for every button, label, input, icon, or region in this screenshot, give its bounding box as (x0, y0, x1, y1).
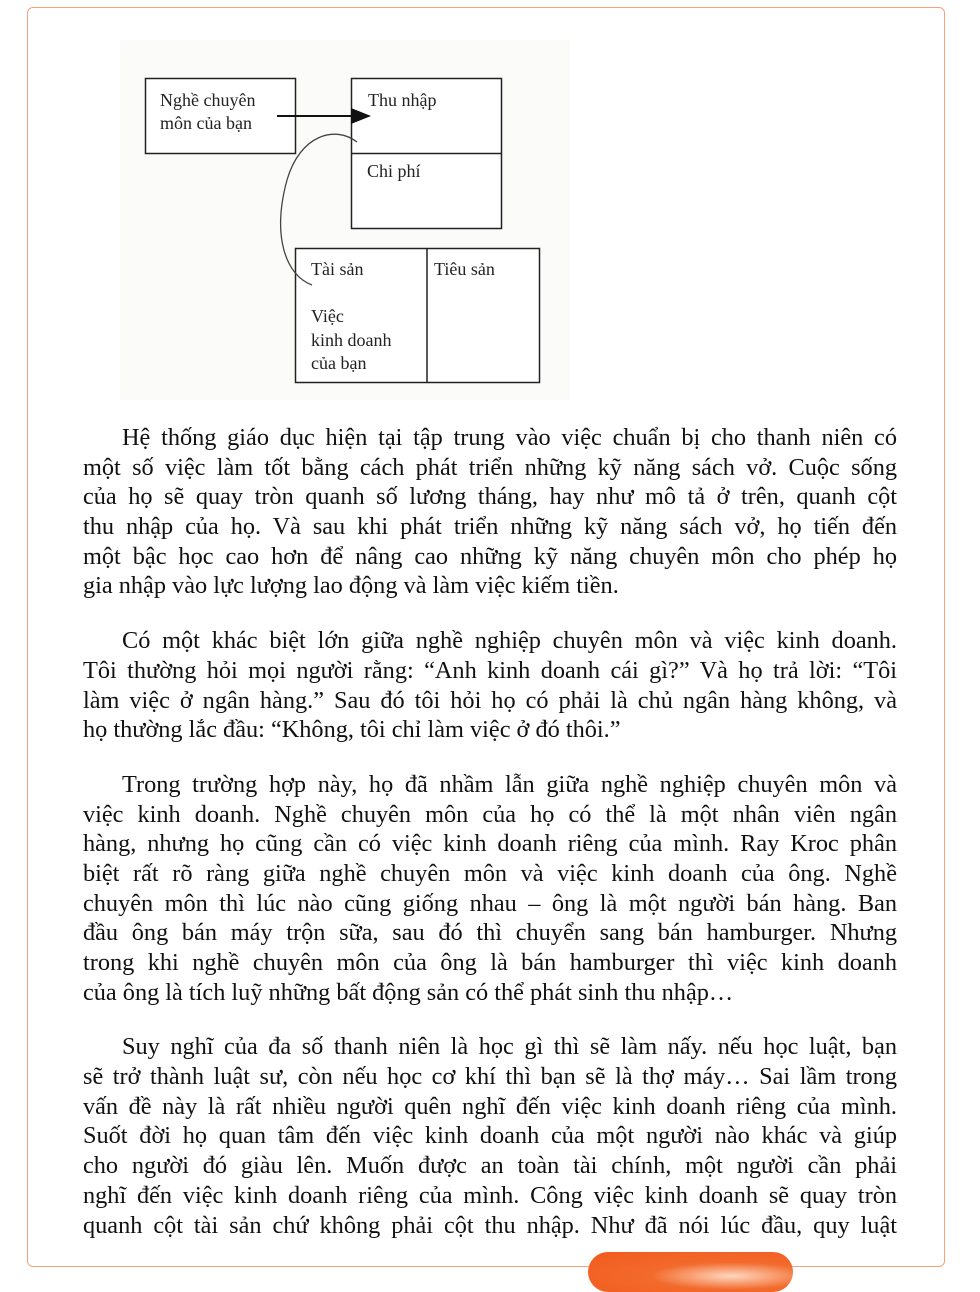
text-line: của họ sẽ quay tròn quanh số lương tháng, hay như mô tả ở trên, quanh cột (83, 483, 897, 511)
income-statement-diagram (120, 40, 570, 400)
income-label: Thu nhập (368, 90, 437, 110)
text-line: làm việc ở ngân hàng.” Sau đó tôi hỏi họ có phải là chủ ngân hàng không, và (83, 686, 897, 714)
text-line: hàng, nhưng họ cũng cần có việc kinh doanh riêng của mình. Ray Kroc phân (83, 830, 897, 858)
profession-label-2: môn của bạn (160, 113, 252, 133)
text-line: Suy nghĩ của đa số thanh niên là học gì thì sẽ làm nấy. nếu học luật, bạn (122, 1033, 897, 1061)
body-text (83, 423, 897, 1265)
text-line: vấn đề này là rất nhiều người quên nghĩ đến việc kinh doanh riêng của mình. (83, 1092, 897, 1120)
text-line: thu nhập của họ. Và sau khi phát triển những kỹ năng sách vở, họ tiến đến (83, 513, 897, 541)
assets-label: Tài sản (311, 259, 364, 279)
text-line: đầu ông bán máy trộn sữa, sau đó thì chuyển sang bán hamburger. Nhưng (83, 919, 897, 947)
text-line: Trong trường hợp này, họ đã nhầm lẫn giữa nghề nghiệp chuyên môn và (122, 770, 897, 798)
business-label-1: Việc (311, 306, 344, 326)
paragraph (83, 770, 897, 1008)
text-line: cho người đó giàu lên. Muốn được an toàn tài chính, một người cần phải (83, 1152, 897, 1180)
text-line: họ thường lắc đầu: “Không, tôi chỉ làm việc ở đó thôi.” (83, 716, 621, 744)
paragraph (83, 626, 897, 745)
text-line: Có một khác biệt lớn giữa nghề nghiệp chuyên môn và việc kinh doanh. (122, 627, 897, 655)
text-line: quanh cột tài sản chứ không phải cột thu nhập. Như đã nói lúc đầu, quy luật (83, 1211, 897, 1239)
text-line: Tôi thường hỏi mọi người rằng: “Anh kinh doanh cái gì?” Và họ trả lời: “Tôi (83, 656, 897, 684)
text-line: của ông là tích luỹ những bất động sản có thể phát sinh thu nhập… (83, 978, 734, 1006)
paragraph (83, 423, 897, 601)
text-line: một bậc học cao hơn để nâng cao những kỹ năng chuyên môn cho phép họ (83, 542, 897, 570)
text-line: sẽ trở thành luật sư, còn nếu học cơ khí thì bạn sẽ là thợ máy… Sai lầm trong (83, 1063, 897, 1091)
continue-button[interactable] (588, 1252, 793, 1292)
business-label-3: của bạn (311, 353, 367, 373)
profession-label-1: Nghề chuyên (160, 90, 256, 110)
text-line: nghĩ đến việc kinh doanh riêng của mình. Công việc kinh doanh sẽ quay tròn (83, 1181, 897, 1209)
text-line: trong khi nghề chuyên môn của ông là bán hamburger thì việc kinh doanh (83, 949, 897, 976)
liabilities-label: Tiêu sản (434, 259, 495, 279)
business-label-2: kinh doanh (311, 330, 392, 350)
text-line: Suốt đời họ quan tâm đến việc kinh doanh của một người nào khác và giúp (83, 1122, 897, 1150)
text-line: gia nhập vào lực lượng lao động và làm việc kiếm tiền. (83, 572, 619, 600)
text-line: chuyên môn thì lúc nào cũng giống nhau – ông là một người bán hàng. Ban (83, 889, 897, 917)
text-line: Hệ thống giáo dục hiện tại tập trung vào việc chuẩn bị cho thanh niên có (122, 424, 897, 451)
paragraph (83, 1032, 897, 1240)
text-line: việc kinh doanh. Nghề chuyên môn của họ có thể là một nhân viên ngân (83, 800, 897, 828)
text-line: biệt rất rõ ràng giữa nghề chuyên môn và việc kinh doanh của ông. Nghề (83, 859, 897, 887)
text-line: một số việc làm tốt bằng cách phát triển những kỹ năng sách vở. Cuộc sống (83, 453, 897, 481)
expense-label: Chi phí (367, 161, 421, 181)
